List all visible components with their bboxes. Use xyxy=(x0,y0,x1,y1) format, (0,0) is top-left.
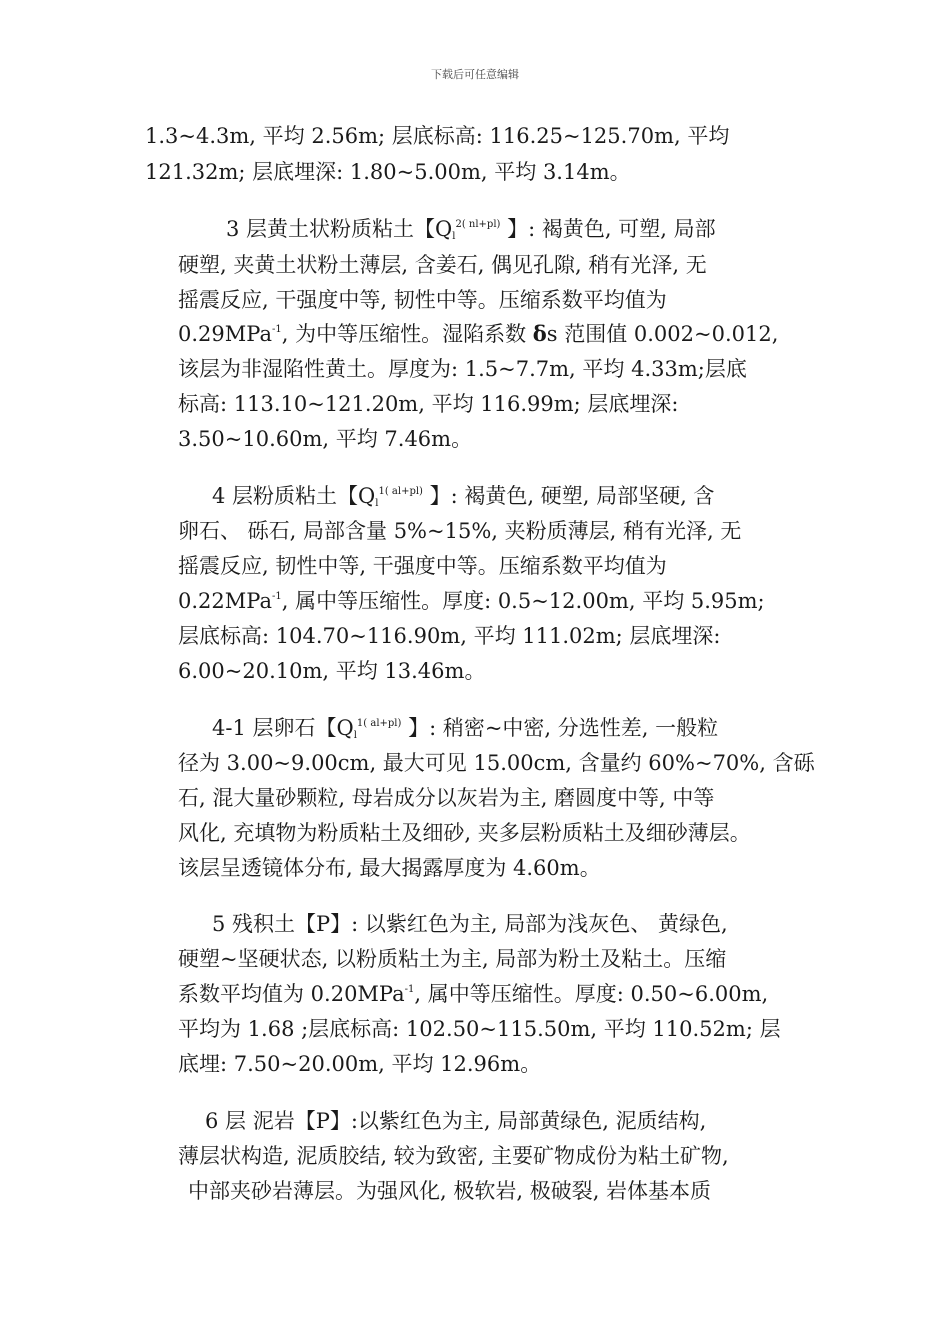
text-run: 薄层状构造, 泥质胶结, 较为致密, 主要矿物成份为粘土矿物, xyxy=(178,1144,729,1168)
text-run: l xyxy=(452,231,456,242)
text-run: 径为 3.00~9.00cm, 最大可见 15.00cm, 含量约 60%~70%, 含砾 xyxy=(178,751,815,775)
page-header: 下载后可任意编辑 xyxy=(431,68,519,81)
text-run: 底埋: 7.50~20.00m, 平均 12.96m。 xyxy=(178,1052,542,1076)
text-line xyxy=(212,484,714,508)
text-run: 中部夹砂岩薄层。为强风化, 极软岩, 极破裂, 岩体基本质 xyxy=(188,1179,712,1203)
text-run: -1 xyxy=(271,591,282,602)
text-run: 卵石、 砾石, 局部含量 5%~15%, 夹粉质薄层, 稍有光泽, 无 xyxy=(178,519,742,543)
text-line xyxy=(178,751,815,775)
text-line xyxy=(178,253,707,277)
text-run: -1 xyxy=(271,324,282,335)
text-run: 4-1 层卵石【Q xyxy=(212,716,354,740)
text-run: 0.29MPa xyxy=(178,322,272,346)
text-run: 标高: 113.10~121.20m, 平均 116.99m; 层底埋深: xyxy=(178,392,679,416)
text-line xyxy=(178,519,741,543)
text-run: 1.3~4.3m, 平均 2.56m; 层底标高: 116.25~125.70m, 平均 xyxy=(145,124,730,148)
text-run: 层底标高: 104.70~116.90m, 平均 111.02m; 层底埋深: xyxy=(178,624,721,648)
text-line xyxy=(226,217,716,241)
text-line xyxy=(178,1144,729,1168)
text-run: 硬塑~坚硬状态, 以粉质粘土为主, 局部为粉土及粘土。压缩 xyxy=(178,947,727,971)
text-run: 121.32m; 层底埋深: 1.80~5.00m, 平均 3.14m。 xyxy=(145,160,631,184)
text-run: 该层为非湿陷性黄土。厚度为: 1.5~7.7m, 平均 4.33m;层底 xyxy=(178,357,747,381)
text-line xyxy=(178,392,678,416)
text-line xyxy=(178,982,768,1006)
text-run: 2( nl+pl) xyxy=(455,219,501,230)
text-line xyxy=(145,124,729,148)
text-run: 摇震反应, 韧性中等, 干强度中等。压缩系数平均值为 xyxy=(178,554,667,578)
text-line xyxy=(178,427,472,451)
text-run: 风化, 充填物为粉质粘土及细砂, 夹多层粉质粘土及细砂薄层。 xyxy=(178,821,751,845)
text-line xyxy=(178,821,751,845)
text-line xyxy=(178,856,601,880)
text-line xyxy=(205,1109,706,1133)
text-line xyxy=(212,912,728,936)
text-run: δ xyxy=(532,321,547,346)
text-run: , 属中等压缩性。厚度: 0.50~6.00m, xyxy=(414,982,769,1006)
text-line xyxy=(178,589,765,613)
text-line xyxy=(212,716,718,740)
text-line xyxy=(178,554,667,578)
text-run: 】: 稍密~中密, 分选性差, 一般粒 xyxy=(401,716,719,740)
text-line xyxy=(178,659,485,683)
text-run: 系数平均值为 0.20MPa xyxy=(178,982,405,1006)
text-run: 4 层粉质粘土【Q xyxy=(212,484,376,508)
text-run: 6 层 泥岩【P】:以紫红色为主, 局部黄绿色, 泥质结构, xyxy=(205,1109,707,1133)
text-line xyxy=(178,786,714,810)
text-line xyxy=(178,947,726,971)
text-line xyxy=(178,624,720,648)
text-run: 硬塑, 夹黄土状粉土薄层, 含姜石, 偶见孔隙, 稍有光泽, 无 xyxy=(178,253,707,277)
text-run: 摇震反应, 干强度中等, 韧性中等。压缩系数平均值为 xyxy=(178,288,667,312)
text-run: , 为中等压缩性。湿陷系数 xyxy=(281,322,533,346)
text-run: 】: 褐黄色, 硬塑, 局部坚硬, 含 xyxy=(422,484,715,508)
text-line xyxy=(178,1052,541,1076)
text-run: , 属中等压缩性。厚度: 0.5~12.00m, 平均 5.95m; xyxy=(281,589,765,613)
text-run: 5 残积土【P】: 以紫红色为主, 局部为浅灰色、 黄绿色, xyxy=(212,912,728,936)
text-run: 3 层黄土状粉质粘土【Q xyxy=(226,217,453,241)
text-line xyxy=(178,288,667,312)
text-line xyxy=(178,357,747,381)
text-run: 3.50~10.60m, 平均 7.46m。 xyxy=(178,427,473,451)
text-line xyxy=(178,1017,781,1041)
text-run: 1( al+pl) xyxy=(356,718,402,729)
text-run: 1( al+pl) xyxy=(378,486,423,497)
text-run: 6.00~20.10m, 平均 13.46m。 xyxy=(178,659,486,683)
text-run: 该层呈透镜体分布, 最大揭露厚度为 4.60m。 xyxy=(178,856,601,880)
text-run: l xyxy=(375,498,379,509)
text-run: l xyxy=(353,730,357,741)
text-line xyxy=(178,322,778,346)
text-run: -1 xyxy=(404,984,415,995)
text-run: 平均为 1.68 ;层底标高: 102.50~115.50m, 平均 110.52m; 层 xyxy=(178,1017,781,1041)
text-line xyxy=(188,1179,711,1203)
text-run: 】: 褐黄色, 可塑, 局部 xyxy=(500,217,716,241)
text-line xyxy=(145,160,631,184)
text-run: 石, 混大量砂颗粒, 母岩成分以灰岩为主, 磨圆度中等, 中等 xyxy=(178,786,715,810)
text-run: 0.22MPa xyxy=(178,589,272,613)
text-run: s 范围值 0.002~0.012, xyxy=(546,322,779,346)
